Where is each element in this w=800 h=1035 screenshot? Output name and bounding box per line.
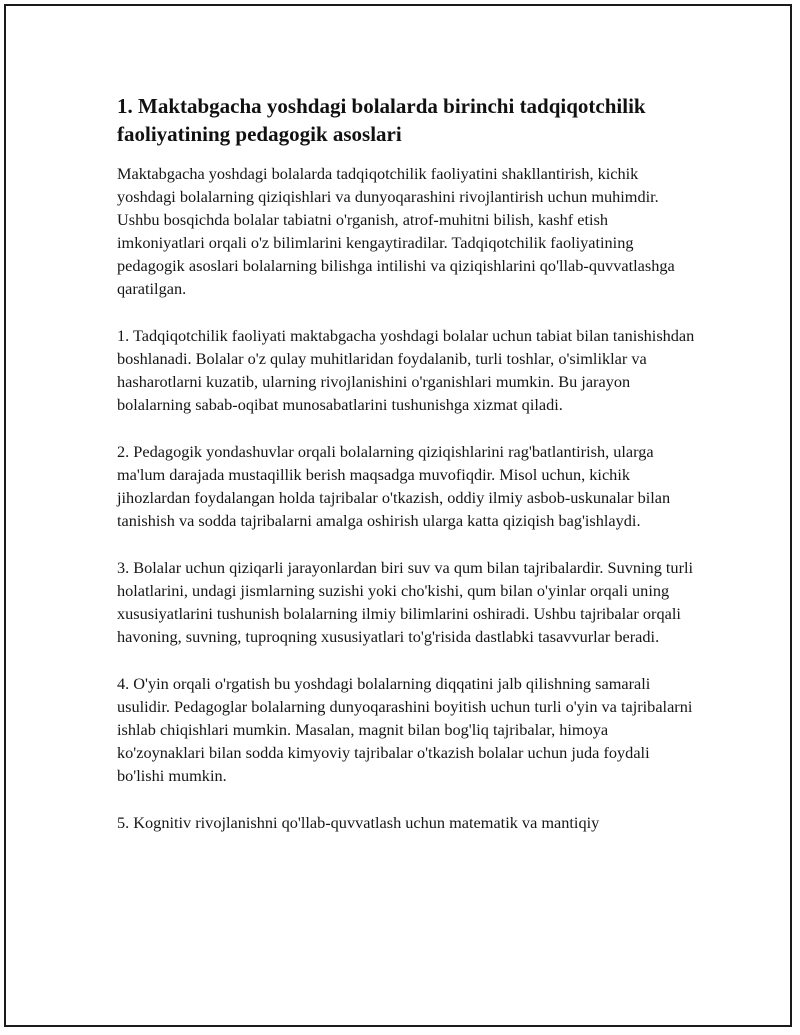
paragraph-3: 3. Bolalar uchun qiziqarli jarayonlardan biri suv va qum bilan tajribalardir. Suvning turli holatlarini, undagi jismlarning suzishi yoki cho'kishi, qum bilan o'yinlar orqali uning xususiyatlarini tushunish bolalarning ilmiy bilimlarini oshiradi. Ushbu tajribalar orqali havoning, suvning, tuproqning xususiyatlari to'g'risida dastlabki tasavvurlar beradi. [117, 558, 694, 646]
document-body [117, 92, 697, 858]
paragraph-1: 1. Tadqiqotchilik faoliyati maktabgacha yoshdagi bolalar uchun tabiat bilan tanishishdan boshlanadi. Bolalar o'z qulay muhitlaridan foydalanib, turli toshlar, o'simliklar va hasharotlarni kuzatib, ularning rivojlanishini o'rganishlari mumkin. Bu jarayon bolalarning sabab-oqibat munosabatlarini tushunishga xizmat qiladi. [117, 326, 695, 414]
document-title: 1. Maktabgacha yoshdagi bolalarda birinchi tadqiqotchilik faoliyatining pedagogik asoslari [117, 94, 646, 146]
intro-paragraph: Maktabgacha yoshdagi bolalarda tadqiqotchilik faoliyatini shakllantirish, kichik yoshdagi bolalarning qiziqishlari va dunyoqarashini rivojlantirish uchun muhimdir. Ushbu bosqichda bolalar tabiatni o'rganish, atrof-muhitni bilish, kashf etish imkoniyatlari orqali o'z bilimlarini kengaytiradilar. Tadqiqotchilik faoliyatining pedagogik asoslari bolalarning bilishga intilishi va qiziqishlarini qo'llab-quvvatlashga qaratilgan. [117, 164, 675, 298]
paragraph-2: 2. Pedagogik yondashuvlar orqali bolalarning qiziqishlarini rag'batlantirish, ularga ma'lum darajada mustaqillik berish maqsadga muvofiqdir. Misol uchun, kichik jihozlardan foydalangan holda tajribalar o'tkazish, oddiy ilmiy asbob-uskunalar bilan tanishish va sodda tajribalarni amalga oshirish ularga katta qiziqish bag'ishlaydi. [117, 442, 671, 530]
paragraph-4: 4. O'yin orqali o'rgatish bu yoshdagi bolalarning diqqatini jalb qilishning samarali usulidir. Pedagoglar bolalarning dunyoqarashini boyitish uchun turli o'yin va tajribalarni ishlab chiqishlari mumkin. Masalan, magnit bilan bog'liq tajribalar, himoya ko'zoynaklari bilan sodda kimyoviy tajribalar o'tkazish bolalar uchun juda foydali bo'lishi mumkin. [117, 674, 693, 785]
paragraph-5: 5. Kognitiv rivojlanishni qo'llab-quvvatlash uchun matematik va mantiqiy [117, 813, 600, 832]
